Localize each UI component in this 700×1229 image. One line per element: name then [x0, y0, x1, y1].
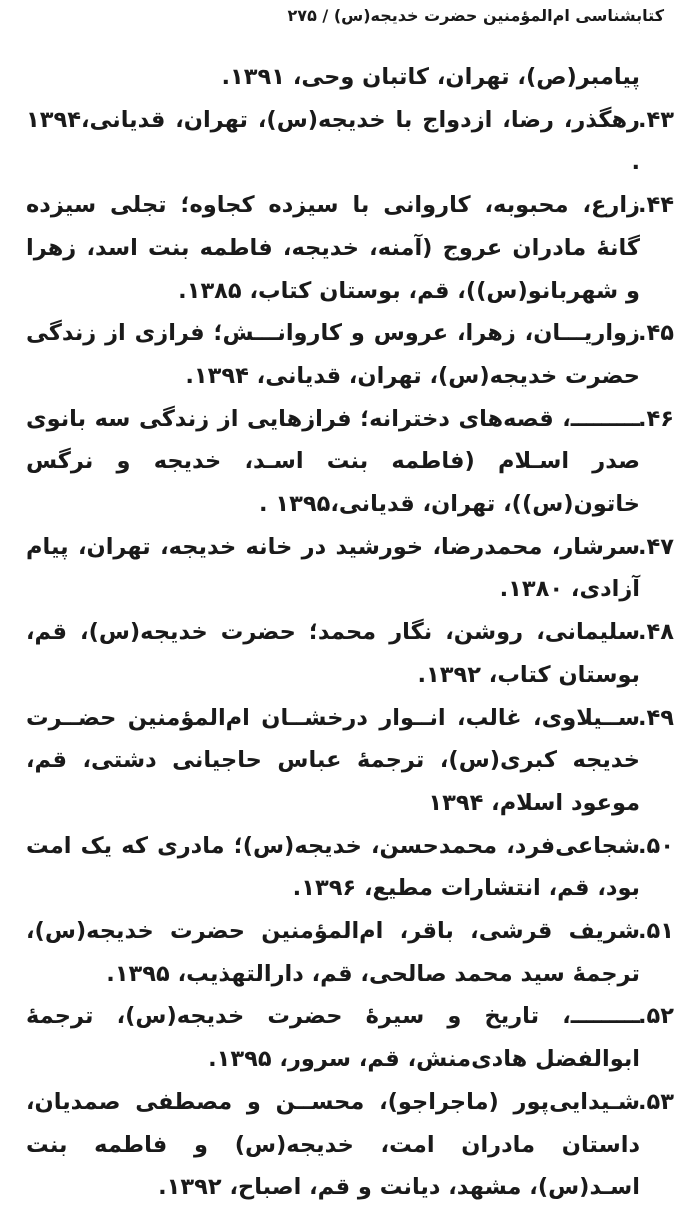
entry-number: ۴۵.: [637, 320, 674, 347]
entry-number: ۵۳.: [637, 1088, 674, 1115]
entry-50: [26, 825, 674, 910]
entry-number: ۴۳.: [637, 106, 674, 133]
entry-48: [26, 611, 674, 696]
entry-text: سرشار، محمدرضا، خورشید در خانه خدیجه، تهران، پیام آزادی، ۱۳۸۰.: [26, 533, 640, 603]
entry-number: ۴۶.: [637, 405, 674, 432]
entry-53: [26, 1081, 674, 1209]
entry-text: زواریـــان، زهرا، عروس و کاروانـــش؛ فرازی از زندگی حضرت خدیجه(س)، تهران، قدیانی، ۱۳۹۴.: [26, 320, 640, 389]
entry-text: شریف قرشی، باقر، ام‌المؤمنین حضرت خدیجه(س)، ترجمهٔ سید محمد صالحی، قم، دارالتهذیب، ۱۳۹۵.: [26, 918, 640, 987]
running-header: کتابشناسی ام‌المؤمنین حضرت خدیجه(س) / ۲۷۵: [287, 6, 664, 25]
entry-51: [26, 910, 674, 995]
bibliography-list: [26, 56, 674, 1209]
entry-text: شجاعی‌فرد، محمدحسن، خدیجه(س)؛ مادری که یک امت بود، قم، انتشارات مطیع، ۱۳۹۶.: [26, 832, 640, 902]
entry-number: ۴۸.: [637, 619, 674, 646]
entry-number: ۴۴.: [637, 192, 674, 219]
entry-number: ۴۷.: [637, 533, 674, 560]
entry-continuation: [26, 56, 674, 99]
entry-text: ســیلاوی، غالب، انــوار درخشــان ام‌المؤمنین حضــرت خدیجه کبری(س)، ترجمهٔ عباس حاجیانی دشتی، قم، موعود اسلام، ۱۳۹۴: [26, 704, 640, 816]
entry-number: ۵۰.: [637, 832, 674, 859]
entry-46: [26, 398, 674, 526]
entry-number: ۵۲.: [637, 1003, 674, 1030]
entry-text: شـیدایی‌پور (ماجراجو)، محســن و مصطفی صمدیان، داستان مادران امت، خدیجه(س) و فاطمه بنت اسـد(س)، مشهد، دیانت و قم، اصباح، ۱۳۹۲.: [26, 1088, 640, 1201]
entry-text: پیامبر(ص)، تهران، کاتبان وحی، ۱۳۹۱.: [221, 64, 640, 90]
entry-text: رهگذر، رضا، ازدواج با خدیجه(س)، تهران، قدیانی،۱۳۹۴ .: [26, 106, 640, 176]
entry-49: [26, 697, 674, 825]
entry-text: ـــــــــ، قصه‌های دخترانه؛ فرازهایی از زندگی سه بانوی صدر اسـلام (فاطمه بنت اسـد، خدیجه و نرگس خاتون(س))، تهران، قدیانی،۱۳۹۵ .: [26, 405, 640, 518]
entry-number: ۴۹.: [637, 704, 674, 731]
entry-text: ـــــــــ، تاریخ و سیرهٔ حضرت خدیجه(س)، ترجمهٔ ابوالفضل هادی‌منش، قم، سرور، ۱۳۹۵.: [26, 1003, 640, 1073]
entry-43: [26, 99, 674, 184]
entry-text: زارع، محبوبه، کاروانی با سیزده کجاوه؛ تجلی سیزده گانهٔ مادران عروج (آمنه، خدیجه، فاطمه بنت اسد، زهرا و شهربانو(س))، قم، بوستان کتاب، ۱۳۸۵.: [26, 192, 640, 304]
entry-52: [26, 995, 674, 1080]
entry-text: سلیمانی، روشن، نگار محمد؛ حضرت خدیجه(س)، قم، بوستان کتاب، ۱۳۹۲.: [26, 619, 640, 688]
entry-45: [26, 312, 674, 397]
entry-number: ۵۱.: [637, 918, 674, 945]
entry-44: [26, 184, 674, 312]
entry-47: [26, 526, 674, 611]
